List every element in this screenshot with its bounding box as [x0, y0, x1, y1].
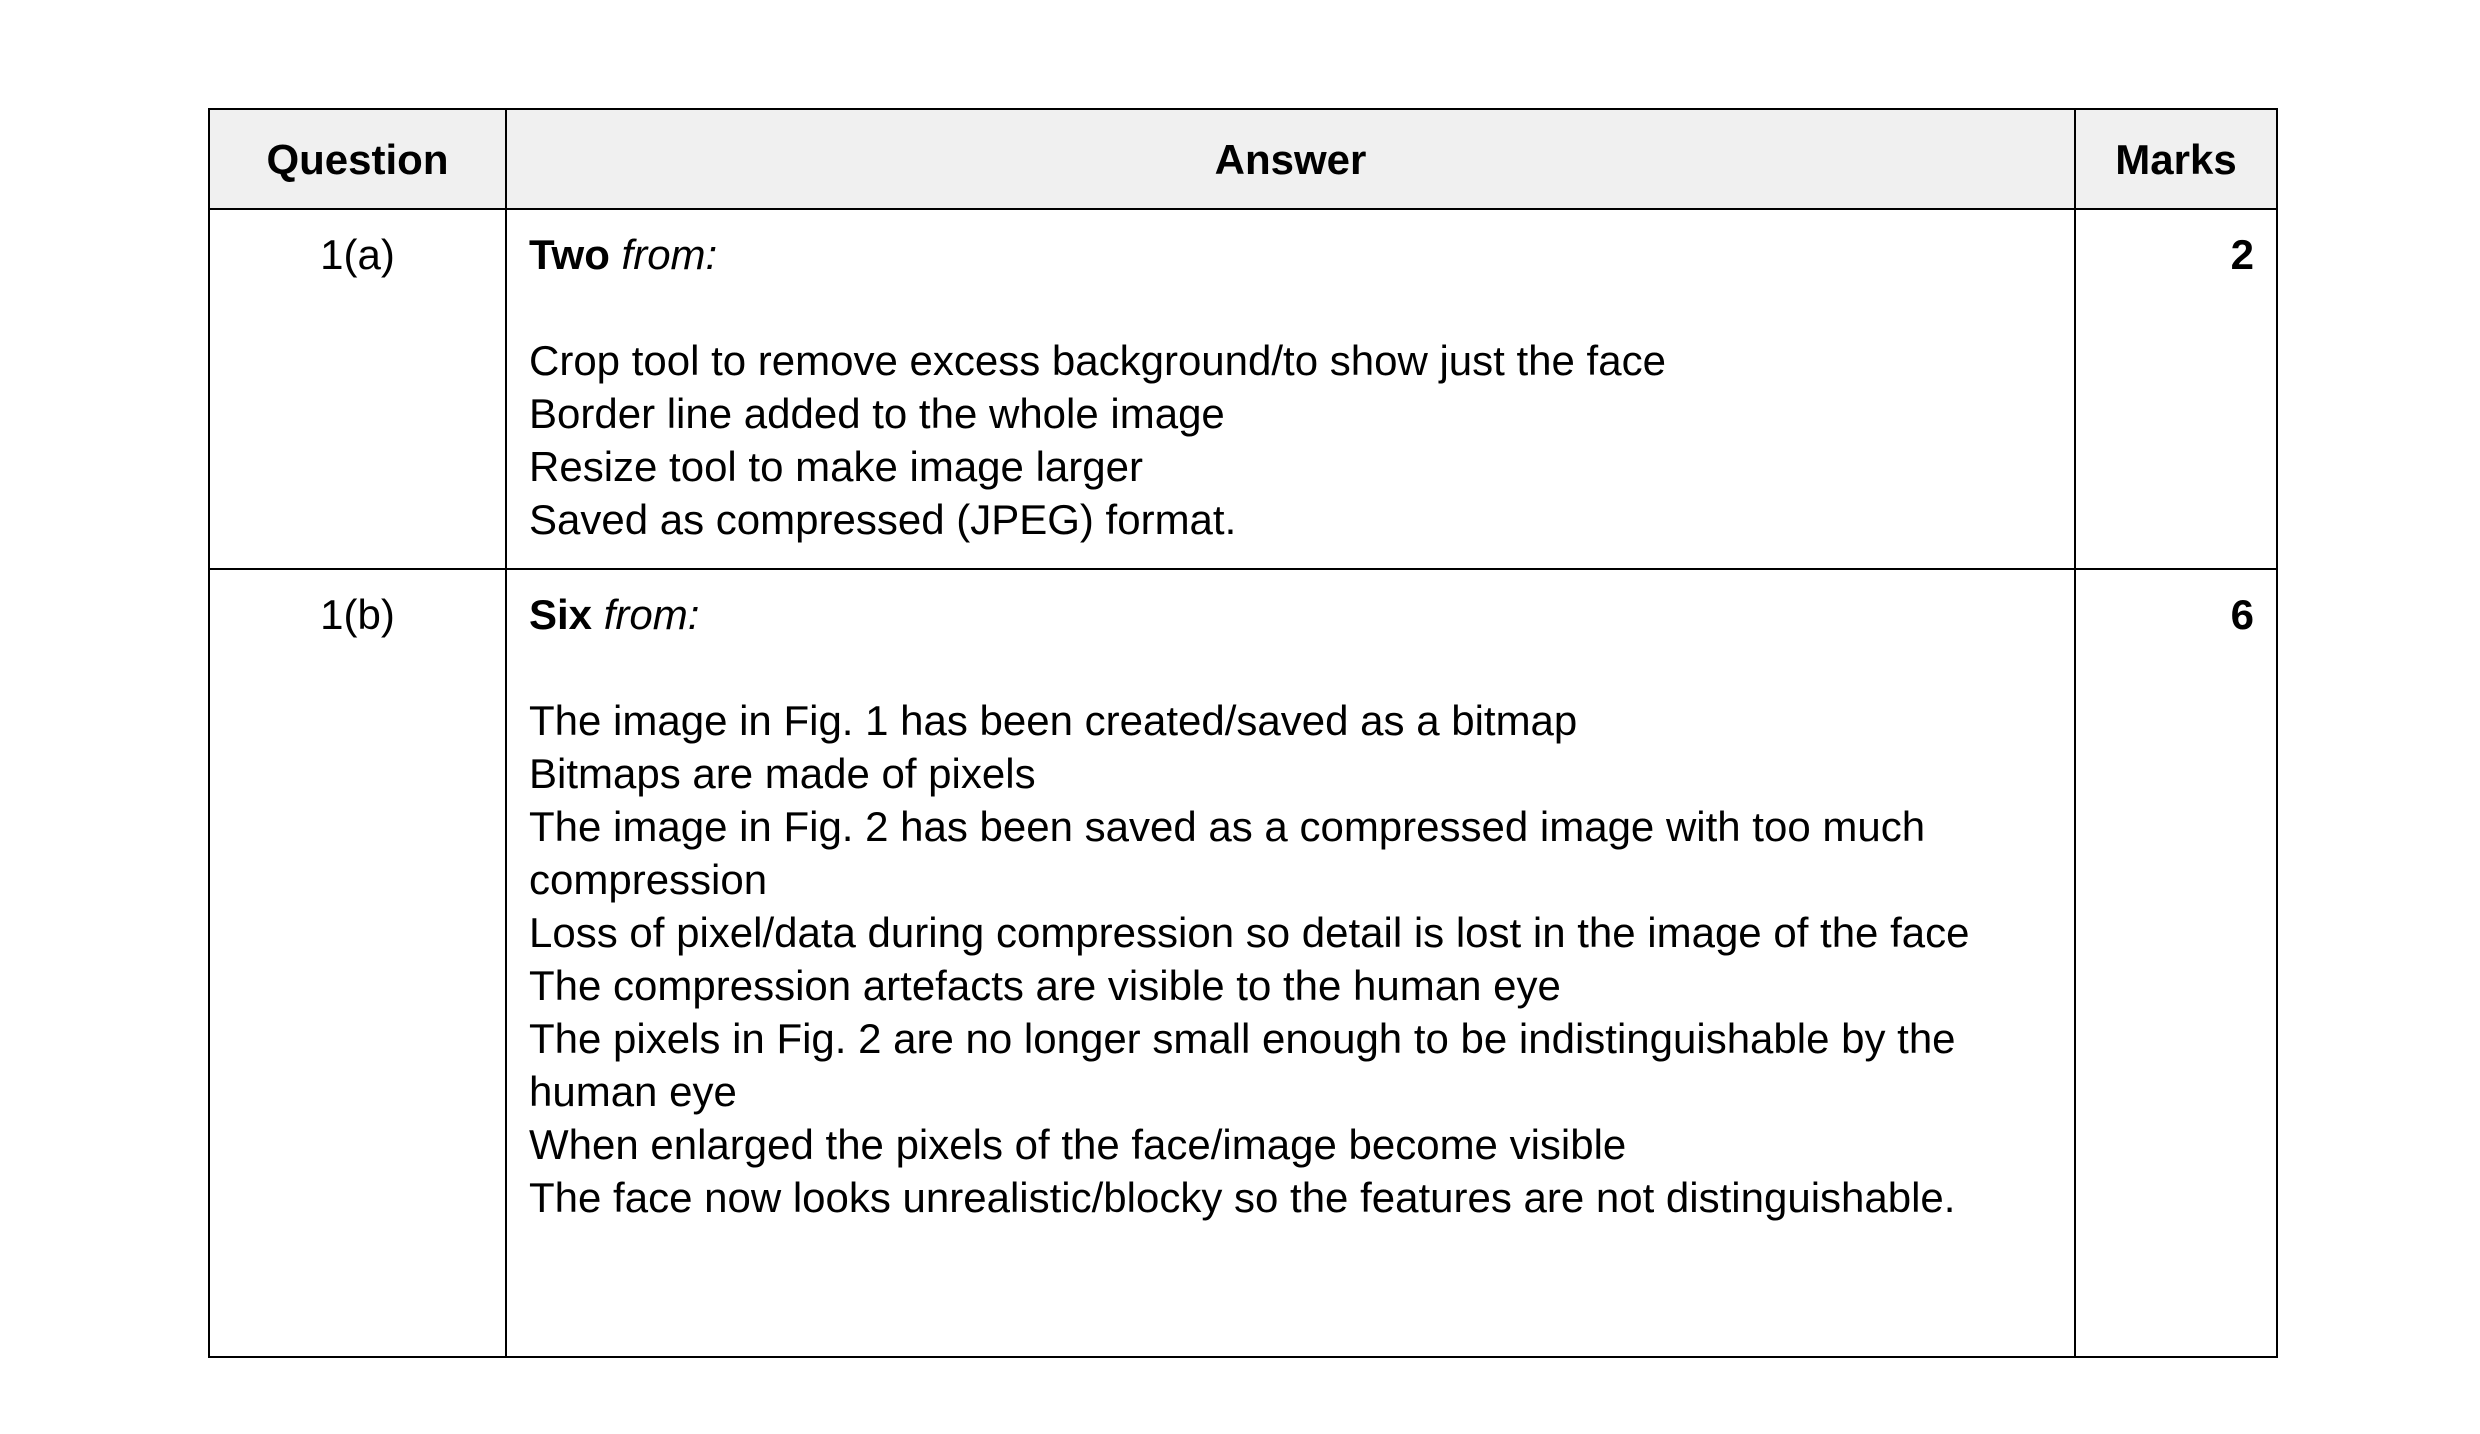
- answer-point: Bitmaps are made of pixels: [529, 750, 1036, 797]
- answer-intro: [529, 228, 2052, 281]
- answer-point: Border line added to the whole image: [529, 390, 1225, 437]
- answer-point: The face now looks unrealistic/blocky so the features are not distinguishable.: [529, 1174, 1956, 1221]
- answer-intro-rest: from:: [609, 231, 718, 278]
- table-header: [209, 109, 2277, 209]
- table-row: [209, 569, 2277, 1357]
- answer-point: When enlarged the pixels of the face/image become visible: [529, 1121, 1627, 1168]
- answer-point: The image in Fig. 2 has been saved as a compressed image with too much compression: [529, 803, 1926, 903]
- answer-intro-rest: from:: [592, 591, 700, 638]
- marks-value: 6: [2075, 569, 2277, 1357]
- answer-point: Crop tool to remove excess background/to show just the face: [529, 337, 1666, 384]
- answer-cell: [506, 209, 2075, 569]
- answer-point: The image in Fig. 1 has been created/saved as a bitmap: [529, 697, 1578, 744]
- header-row: [209, 109, 2277, 209]
- table-row: [209, 209, 2277, 569]
- answer-point: Resize tool to make image larger: [529, 443, 1143, 490]
- answer-points: [529, 694, 2052, 1224]
- answer-intro: [529, 588, 2052, 641]
- answer-keyword: Six: [529, 591, 593, 638]
- answer-point: The pixels in Fig. 2 are no longer small enough to be indistinguishable by the human eye: [529, 1015, 1956, 1115]
- answer-point: Saved as compressed (JPEG) format.: [529, 496, 1237, 543]
- question-number: 1(b): [209, 569, 506, 1357]
- header-answer: Answer: [506, 109, 2075, 209]
- question-number: 1(a): [209, 209, 506, 569]
- answer-cell: [506, 569, 2075, 1357]
- answer-point: Loss of pixel/data during compression so detail is lost in the image of the face: [529, 909, 1970, 956]
- header-marks: Marks: [2075, 109, 2277, 209]
- answer-points: [529, 334, 2052, 546]
- header-question: Question: [209, 109, 506, 209]
- answer-point: The compression artefacts are visible to the human eye: [529, 962, 1561, 1009]
- marks-value: 2: [2075, 209, 2277, 569]
- mark-scheme-table: [208, 108, 2278, 1358]
- answer-keyword: Two: [529, 231, 610, 278]
